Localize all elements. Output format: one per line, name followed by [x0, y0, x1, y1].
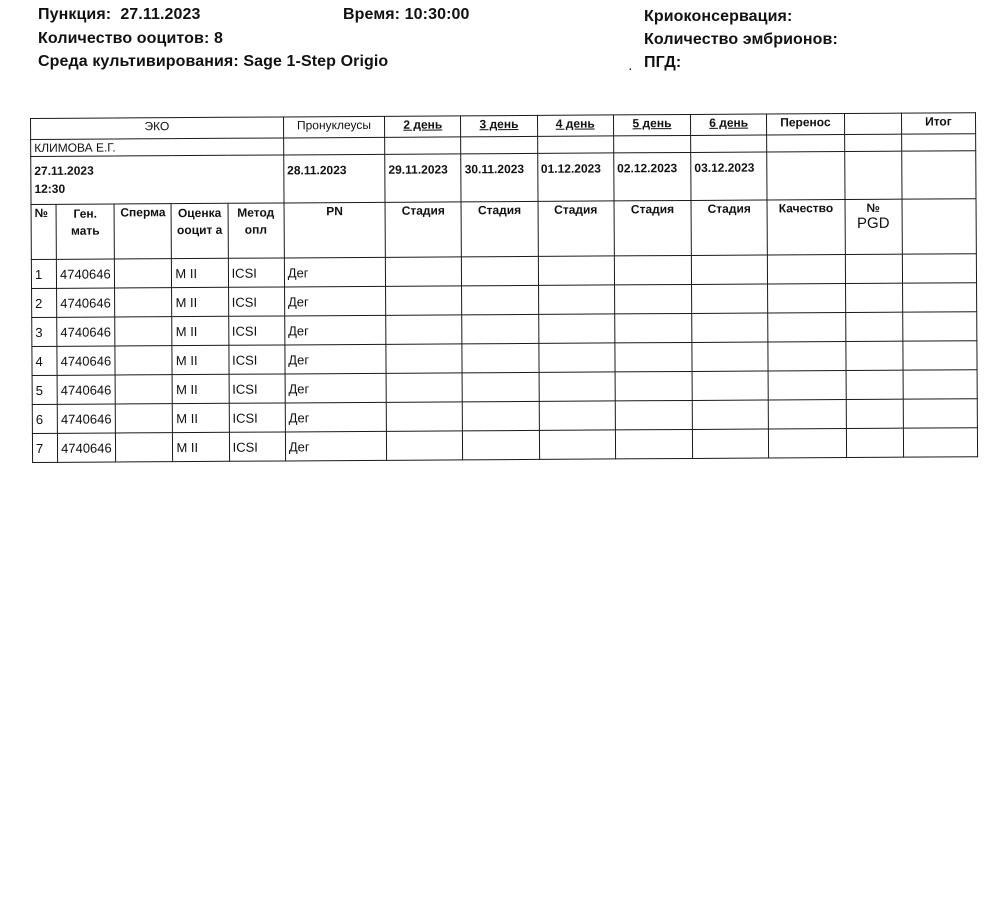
media-label: Среда культивирования: — [38, 53, 239, 70]
empty-cell — [462, 372, 538, 401]
row-sperm — [116, 433, 173, 462]
row-num: 5 — [32, 375, 57, 404]
oocytes-value: 8 — [213, 30, 223, 47]
row-num: 4 — [32, 346, 57, 375]
empty-header — [844, 113, 901, 134]
eko-header: ЭКО — [31, 117, 284, 140]
row-pn: Дег — [285, 344, 386, 374]
genmother-col-header: Ген. мать — [56, 204, 115, 259]
empty-cell — [614, 284, 691, 313]
cryo-label: Криоконсервация: — [644, 8, 793, 25]
empty-cell — [386, 402, 462, 431]
empty-cell — [462, 285, 538, 314]
stage-day2-header: Стадия — [385, 202, 462, 257]
day3-header: 3 день — [461, 115, 537, 136]
date-pn: 28.11.2023 — [284, 154, 386, 203]
empty-cell — [538, 256, 614, 285]
pgd-label-cell: PGD — [856, 214, 890, 232]
row-oocyte-grade: M II — [172, 374, 228, 403]
row-method: ICSI — [229, 432, 285, 461]
empty-cell — [462, 314, 538, 343]
row-mother-id: 4740646 — [58, 433, 116, 462]
empty-cell — [615, 313, 692, 342]
empty-cell — [615, 342, 692, 371]
empty-cell — [903, 399, 977, 428]
empty-cell — [902, 254, 976, 283]
empty-cell — [386, 373, 462, 402]
time-label: Время: — [343, 6, 401, 23]
row-method: ICSI — [228, 287, 284, 316]
empty-cell — [538, 314, 614, 343]
empty-cell — [692, 371, 768, 400]
stage-day6-header: Стадия — [691, 200, 768, 255]
media-line — [38, 53, 388, 71]
row-mother-id: 4740646 — [57, 404, 115, 433]
row-method: ICSI — [229, 403, 285, 432]
row-mother-id: 4740646 — [57, 375, 115, 404]
row-pn: Дег — [284, 257, 385, 287]
row-oocyte-grade: M II — [173, 403, 229, 432]
empty-cell — [768, 255, 845, 284]
row-sperm — [115, 404, 172, 433]
method-col-header: Метод опл — [228, 203, 285, 258]
sperm-col-header: Сперма — [114, 204, 172, 259]
pronuclei-header: Пронуклеусы — [283, 116, 384, 138]
empty-cell — [692, 313, 768, 342]
row-method: ICSI — [229, 374, 285, 403]
date-day5: 02.12.2023 — [614, 152, 692, 200]
day6-header: 6 день — [691, 114, 767, 135]
time-value: 10:30:00 — [404, 6, 470, 23]
empty-cell — [768, 313, 845, 342]
empty-cell — [903, 341, 977, 370]
empty-cell — [768, 284, 845, 313]
empty-cell — [538, 285, 614, 314]
row-method: ICSI — [228, 258, 284, 287]
empty-cell — [768, 342, 845, 371]
dates-row — [31, 151, 976, 205]
date-day4: 01.12.2023 — [537, 153, 614, 201]
row-method: ICSI — [228, 316, 284, 345]
row-pn: Дег — [285, 402, 386, 432]
empty-cell — [539, 401, 615, 430]
empty-cell — [462, 256, 538, 285]
row-num: 7 — [32, 433, 57, 462]
row-pn: Дег — [284, 286, 385, 316]
pgd-col-header — [845, 199, 903, 254]
patient-name: КЛИМОВА Е.Г. — [31, 138, 284, 157]
row-mother-id: 4740646 — [57, 288, 115, 317]
row-oocyte-grade: M II — [173, 432, 229, 461]
empty-cell — [538, 343, 614, 372]
puncture-datetime — [31, 155, 284, 205]
empty-cell — [615, 371, 692, 400]
stage-day4-header: Стадия — [538, 201, 615, 256]
table-row — [32, 428, 977, 463]
scan-dot: · — [628, 60, 633, 76]
data-rows — [31, 254, 977, 463]
row-pn: Дег — [285, 373, 386, 403]
empty-cell — [463, 401, 539, 430]
row-sperm — [115, 288, 172, 317]
puncture-line — [38, 6, 201, 24]
empty-cell — [845, 341, 902, 370]
oocytes-line — [38, 30, 223, 48]
empty-cell — [387, 431, 463, 460]
empty-cell — [692, 400, 768, 429]
empty-cell — [846, 370, 903, 399]
day5-header: 5 день — [613, 114, 690, 135]
row-method: ICSI — [228, 345, 284, 374]
empty-cell — [385, 257, 461, 286]
row-oocyte-grade: M II — [172, 345, 228, 374]
empty-cell — [768, 371, 845, 400]
empty-cell — [539, 430, 615, 459]
result-header: Итог — [901, 113, 975, 134]
row-sperm — [115, 317, 172, 346]
empty-cell — [845, 254, 902, 283]
transfer-header: Перенос — [767, 114, 844, 135]
row-oocyte-grade: M II — [172, 258, 228, 287]
empty-cell — [386, 286, 462, 315]
media-value: Sage 1-Step Origio — [243, 53, 389, 70]
row-sperm — [115, 375, 172, 404]
row-pn: Дег — [285, 315, 386, 345]
date-day2: 29.11.2023 — [385, 154, 462, 202]
stage-day5-header: Стадия — [614, 200, 692, 255]
embryo-table — [30, 112, 978, 463]
num-col-header: № — [31, 204, 56, 259]
stage-day3-header: Стадия — [461, 201, 538, 256]
row-oocyte-grade: M II — [172, 316, 228, 345]
oocyte-grade-col-header: Оценка ооцит а — [171, 203, 228, 258]
empty-cell — [615, 429, 692, 458]
pgd-num-label: № — [866, 200, 880, 215]
row-mother-id: 4740646 — [57, 346, 115, 375]
empty-cell — [769, 400, 846, 429]
puncture-label: Пункция: — [38, 6, 112, 23]
puncture-date-cell: 27.11.2023 — [34, 163, 94, 178]
empty-cell — [691, 255, 767, 284]
empty-cell — [692, 429, 768, 458]
row-pn: Дег — [285, 431, 386, 461]
empty-cell — [846, 428, 903, 457]
empty-cell — [846, 399, 903, 428]
empty-cell — [845, 283, 902, 312]
row-oocyte-grade: M II — [172, 287, 228, 316]
oocytes-label: Количество ооцитов: — [38, 30, 210, 47]
empty-cell — [903, 428, 977, 457]
pn-col-header: PN — [284, 202, 386, 258]
row-sperm — [115, 259, 172, 288]
empty-cell — [386, 344, 462, 373]
empty-cell — [463, 430, 539, 459]
date-day6: 03.12.2023 — [691, 152, 768, 200]
row-mother-id: 4740646 — [56, 259, 114, 288]
empty-cell — [902, 283, 976, 312]
day2-header: 2 день — [385, 116, 461, 137]
row-sperm — [115, 346, 172, 375]
empty-cell — [539, 372, 615, 401]
empty-cell — [692, 284, 768, 313]
empty-cell — [845, 312, 902, 341]
quality-col-header: Качество — [767, 200, 845, 255]
embryo-count-label: Количество эмбрионов: — [644, 31, 838, 48]
empty-cell — [386, 315, 462, 344]
date-day3: 30.11.2023 — [461, 153, 538, 201]
empty-cell — [462, 343, 538, 372]
puncture-time-cell: 12:30 — [34, 181, 66, 196]
subheader-row — [31, 199, 976, 260]
empty-cell — [769, 429, 846, 458]
day4-header: 4 день — [537, 115, 613, 136]
row-mother-id: 4740646 — [57, 317, 115, 346]
puncture-date: 27.11.2023 — [120, 6, 201, 23]
empty-cell — [903, 370, 977, 399]
row-num: 3 — [32, 317, 57, 346]
row-num: 2 — [32, 288, 57, 317]
empty-cell — [614, 255, 691, 284]
empty-cell — [615, 400, 692, 429]
empty-cell — [902, 312, 976, 341]
row-num: 6 — [32, 404, 57, 433]
empty-cell — [692, 342, 768, 371]
time-line — [343, 6, 470, 24]
row-num: 1 — [31, 259, 56, 288]
pgd-label: ПГД: — [644, 54, 682, 71]
